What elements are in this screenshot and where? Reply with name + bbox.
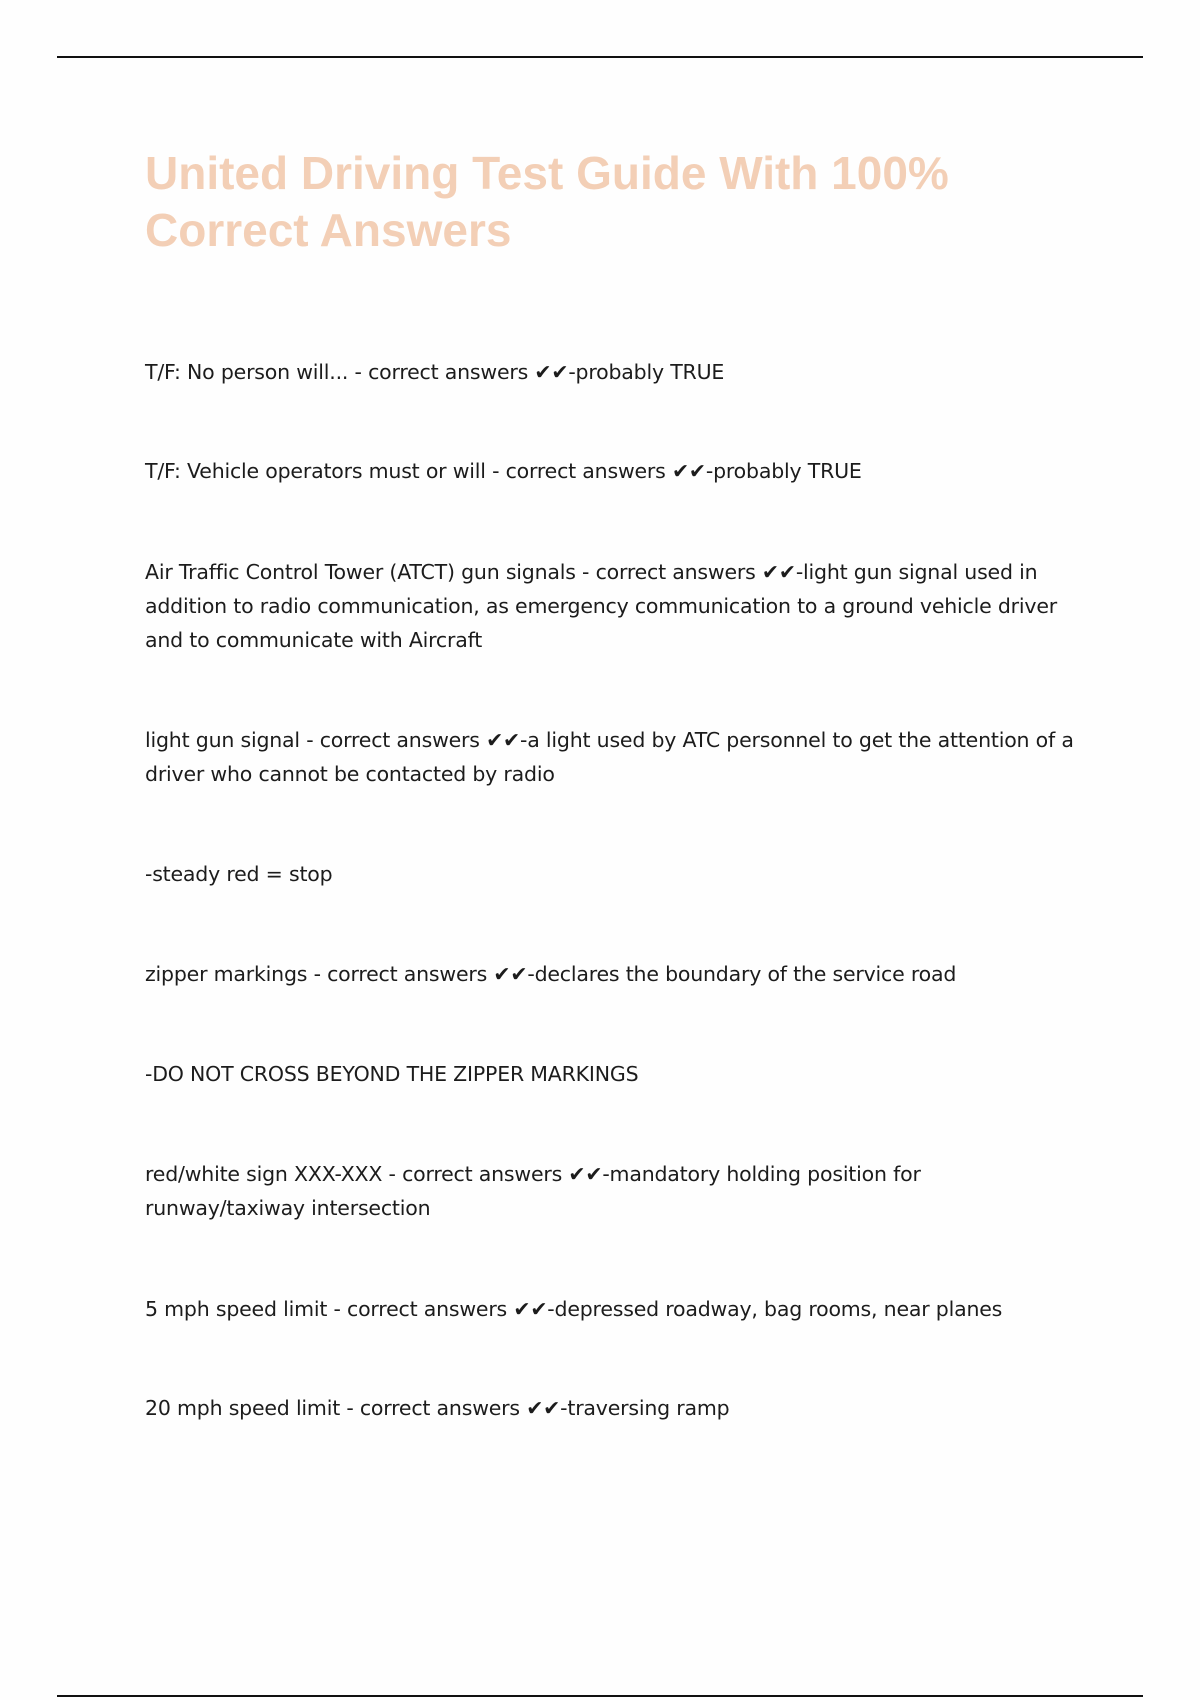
- qa-entry: 5 mph speed limit - correct answers ✔✔-depressed roadway, bag rooms, near planes: [145, 1297, 1003, 1321]
- qa-entry: T/F: No person will... - correct answers ✔✔-probably TRUE: [145, 360, 725, 384]
- qa-entry: Air Traffic Control Tower (ATCT) gun signals - correct answers ✔✔-light gun signal used in addition to radio communication, as emergency communication to a ground vehicle driver and to communicate with Aircraft: [145, 560, 1057, 652]
- qa-entry: 20 mph speed limit - correct answers ✔✔-traversing ramp: [145, 1396, 730, 1420]
- qa-entry: red/white sign XXX-XXX - correct answers ✔✔-mandatory holding position for runway/taxiway intersection: [145, 1162, 921, 1220]
- footer-rule: [57, 1695, 1143, 1697]
- header-rule: [57, 56, 1143, 58]
- qa-entry: zipper markings - correct answers ✔✔-declares the boundary of the service road: [145, 962, 957, 986]
- qa-entry: -steady red = stop: [145, 862, 333, 886]
- document-title: United Driving Test Guide With 100% Correct Answers: [145, 147, 949, 256]
- qa-entry: T/F: Vehicle operators must or will - correct answers ✔✔-probably TRUE: [145, 459, 862, 483]
- qa-entry: -DO NOT CROSS BEYOND THE ZIPPER MARKINGS: [145, 1062, 639, 1086]
- qa-entry: light gun signal - correct answers ✔✔-a light used by ATC personnel to get the attention of a driver who cannot be contacted by radio: [145, 728, 1074, 786]
